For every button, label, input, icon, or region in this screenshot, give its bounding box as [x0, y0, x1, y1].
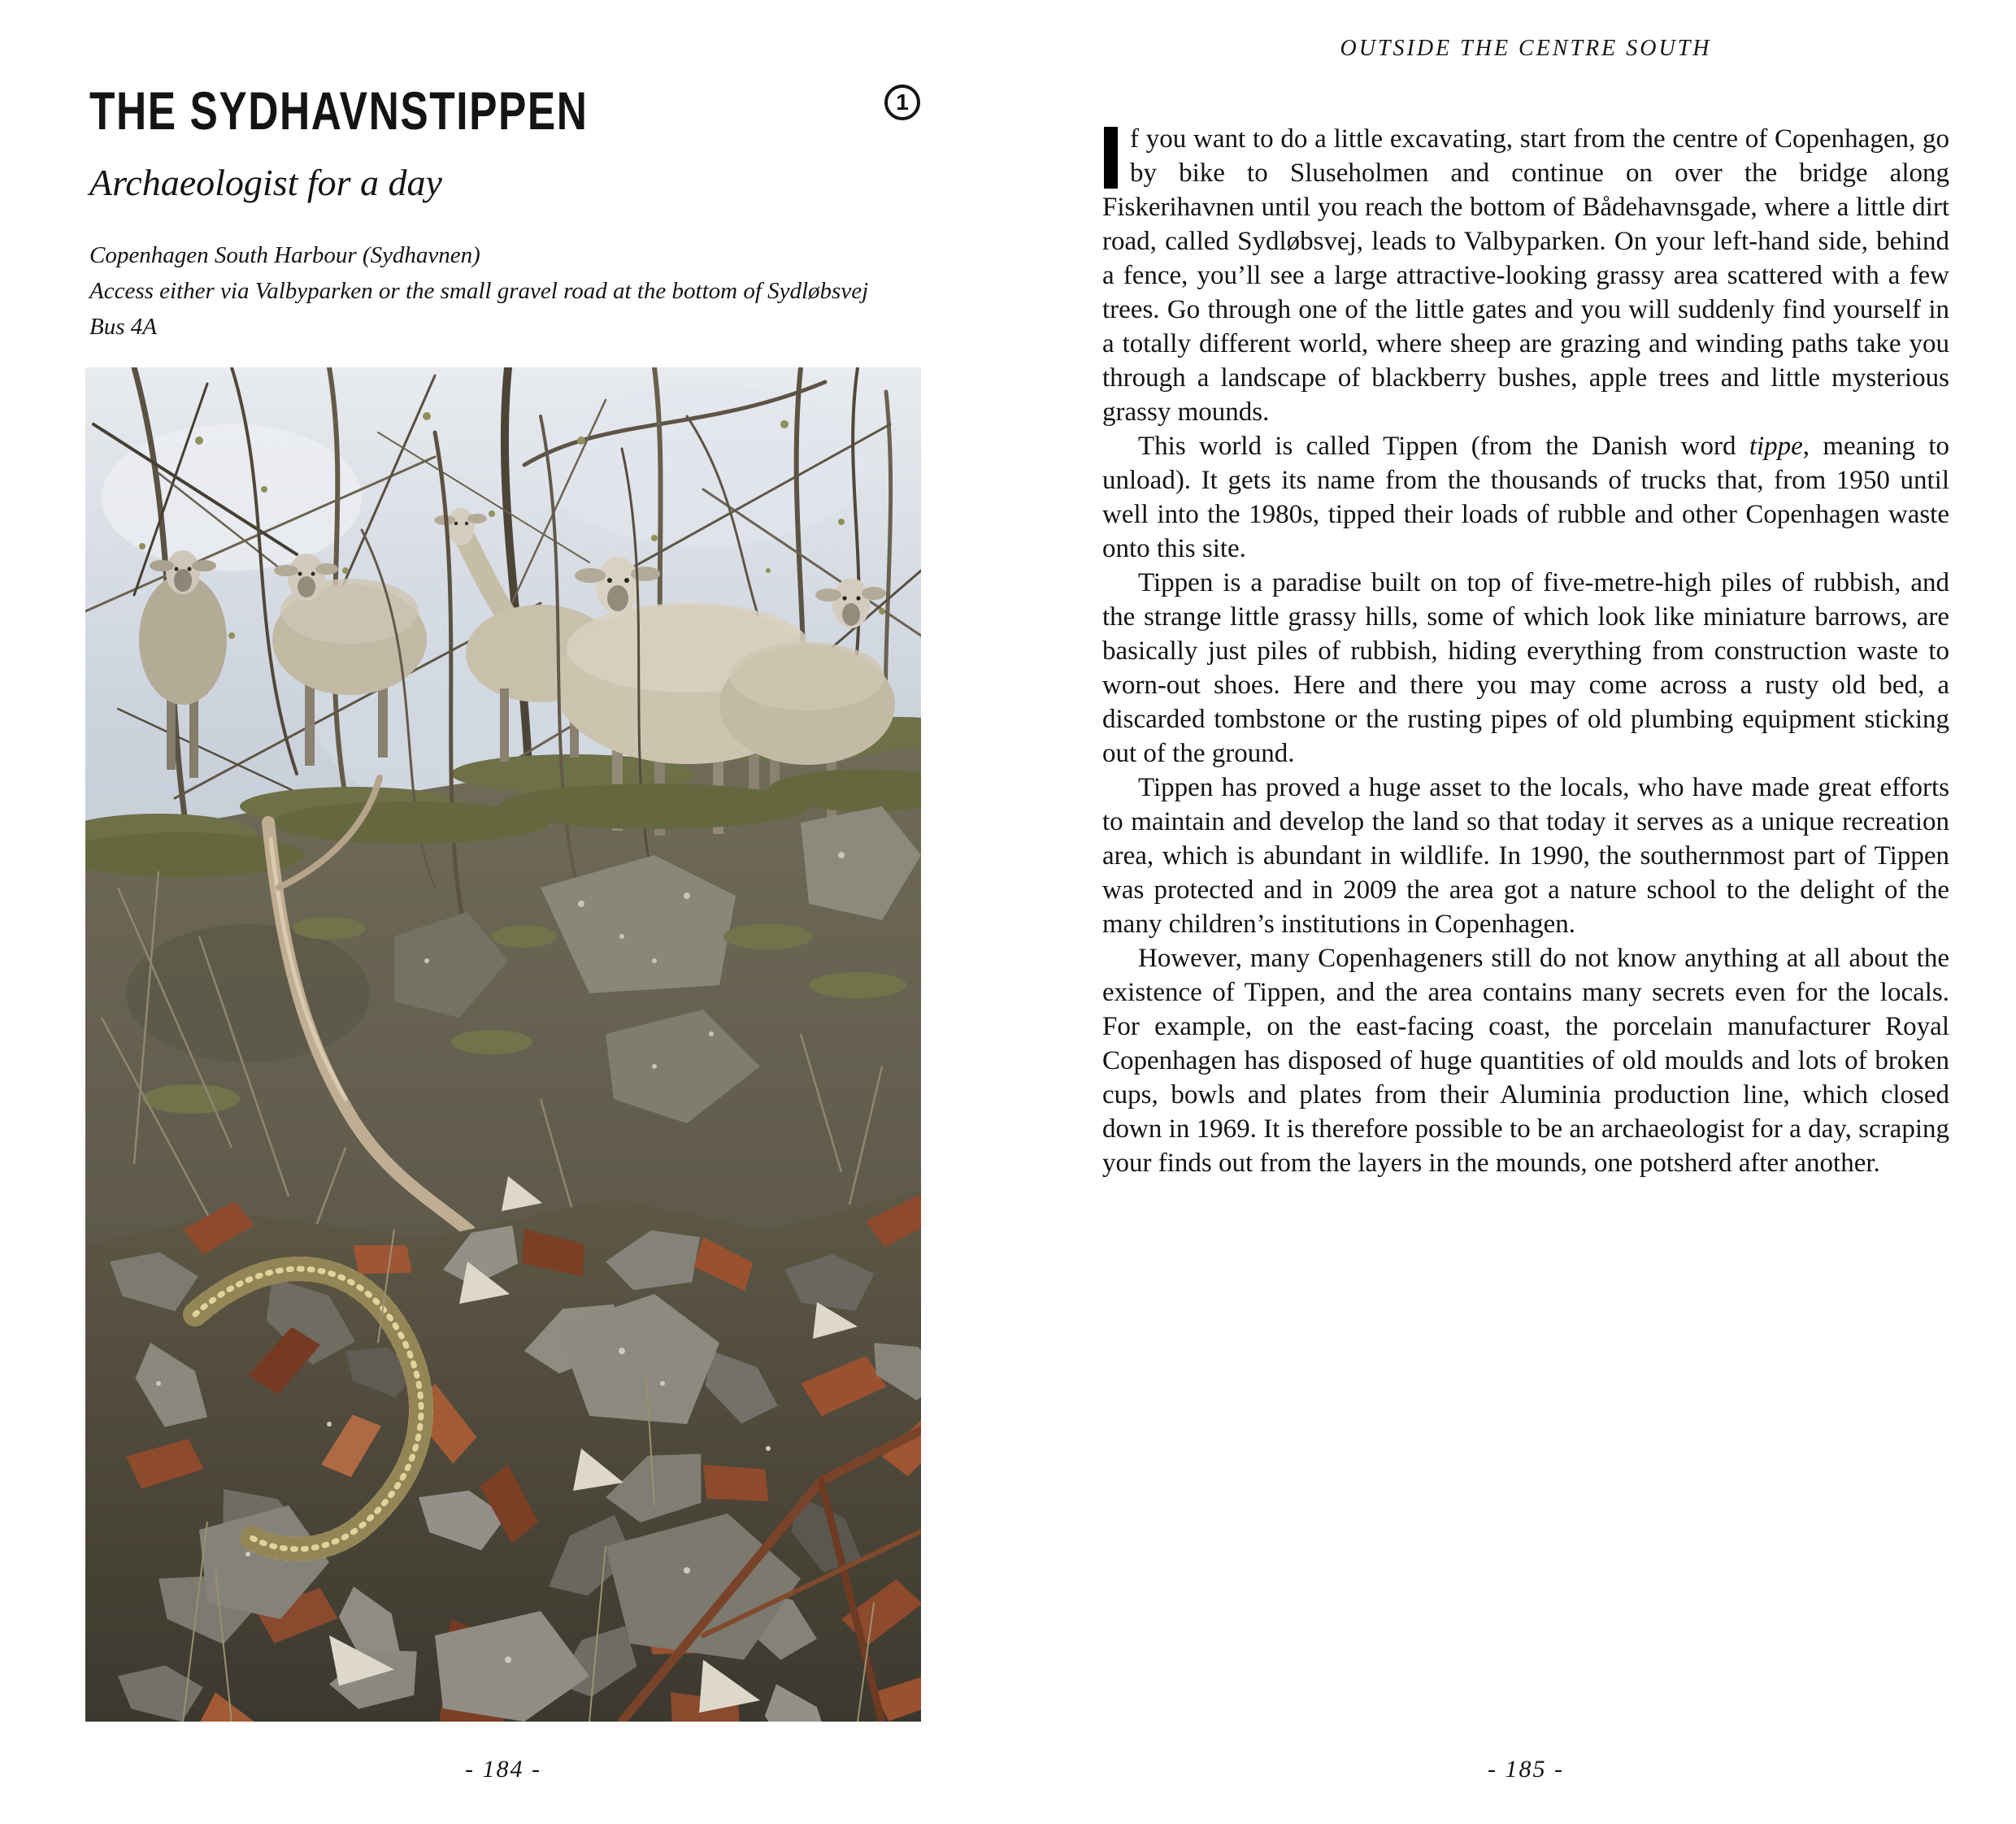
- text-segment: , meaning to unload). It gets its name from the thousands of trucks that, from 1950 until well into the 1980s, tipped their loads of rubble and other Copenhagen waste onto this site.: [1102, 432, 1949, 563]
- location-line: Copenhagen South Harbour (Sydhavnen): [89, 242, 480, 268]
- text-segment: Tippen is a paradise built on top of five-metre-high piles of rubbish, and the strange little grassy hills, some of which look like miniature barrows, are basically just piles of rubbish, hiding everything from construction waste to worn-out shoes. Here and there you may come across a rusty old bed, a discarded tombstone or the rusting pipes of old plumbing equipment sticking out of the ground.: [1102, 568, 1949, 768]
- page-title: THE SYDHAVNSTIPPEN: [89, 80, 589, 141]
- page-number-right: - 185 -: [1488, 1756, 1564, 1783]
- text-segment: However, many Copenhageners still do not know anything at all about the existence of Tippen, and the area contains many secrets even for the locals. For example, on the east-facing coast, the porcelain manufacturer Royal Copenhagen has disposed of huge quantities of old moulds and lots of broken cups, bowls and plates from their Aluminia production line, which closed down in 1969. It is therefore possible to be an archaeologist for a day, scraping your finds out from the layers in the mounds, one potsherd after another.: [1102, 944, 1949, 1178]
- text-segment: This world is called Tippen (from the Danish word: [1138, 432, 1749, 461]
- text-segment: Tippen has proved a huge asset to the locals, who have made great efforts to maintain and develop the land so that today it serves as a unique recreation area, which is abundant in wildlife. In 1990, the southernmost part of Tippen was protected and in 2009 the area got a nature school to the delight of the many children’s institutions in Copenhagen.: [1102, 773, 1949, 939]
- running-header: OUTSIDE THE CENTRE SOUTH: [1340, 36, 1712, 61]
- photo-illustration: [85, 367, 921, 1722]
- text-segment: f you want to do a little excavating, start from the centre of Copenhagen, go by bike to Sluseholmen and continue on over the bridge along Fiskerihavnen until you reach the bottom of Bådehavnsgade, where a little dirt road, called Sydløbsvej, leads to Valbyparken. On your left-hand side, behind a fence, you’ll see a large attractive-looking grassy area scattered with a few trees. Go through one of the little gates and you will suddenly find yourself in a totally different world, where sheep are grazing and winding paths take you through a landscape of blackberry bushes, apple trees and little mysterious grassy mounds.: [1102, 124, 1949, 427]
- body-paragraph: [1102, 566, 1949, 771]
- italic-term: tippe: [1749, 432, 1803, 461]
- location-line: Access either via Valbyparken or the small gravel road at the bottom of Sydløbsvej: [89, 278, 869, 304]
- location-line: Bus 4A: [89, 314, 157, 340]
- page-subtitle: Archaeologist for a day: [89, 162, 442, 203]
- location-info: [89, 237, 868, 345]
- body-paragraph: [1102, 941, 1949, 1180]
- body-paragraph: [1102, 429, 1949, 566]
- body-paragraph: [1102, 771, 1949, 941]
- number-badge: 1: [884, 85, 920, 120]
- body-paragraph: [1102, 122, 1949, 429]
- sheep-rubble-photo: [85, 367, 921, 1722]
- article-body: [1102, 122, 1949, 1180]
- drop-cap: [1104, 127, 1118, 189]
- page-number-left: - 184 -: [465, 1756, 541, 1783]
